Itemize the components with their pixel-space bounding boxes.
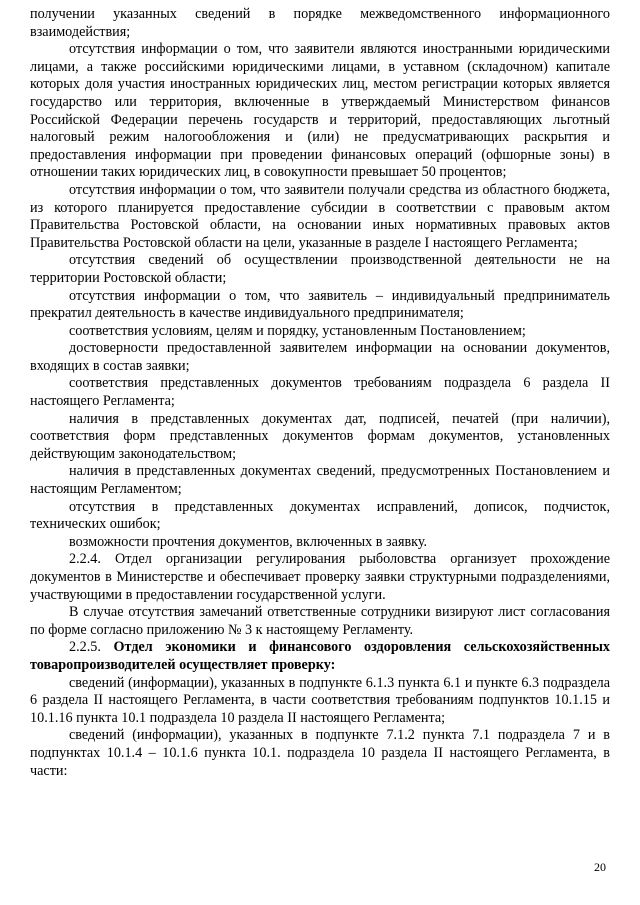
paragraph-6: соответствия условиям, целям и порядку, установленным Постановлением; [69,322,526,339]
section-225-number: 2.2.5. [69,639,114,656]
paragraph-10: наличия в представленных документах сведений, предусмотренных Постановлением и настоящим Регламентом; [30,463,610,498]
paragraph-2: отсутствия информации о том, что заявители являются иностранными юридическими лицами, а также российскими юридическими лицами, в уставном (складочном) капитале которых доля участия иностранных юридических лиц, местом регистрации которых является государство или территория, включенные в утверждаемый Министерством финансов Российской Федерации перечень государств и территорий, предоставляющих льготный налоговый режим налогообложения и (или) не предусматривающих раскрытия и предоставления информации при проведении финансовых операций (офшорные зоны) в отношении таких юридических лиц, в совокупности превышает 50 процентов; [30,41,610,181]
document-page [30,6,610,780]
paragraph-14: В случае отсутствия замечаний ответственные сотрудники визируют лист согласования по форме согласно приложению № 3 к настоящему Регламенту. [30,604,610,638]
paragraph-8: соответствия представленных документов требованиям подраздела 6 раздела II настоящего Регламента; [30,375,610,410]
paragraph-11: отсутствия в представленных документах исправлений, дописок, подчисток, технических ошибок; [30,498,610,533]
paragraph-3: отсутствия информации о том, что заявители получали средства из областного бюджета, из которого планируется предоставление субсидии в соответствии с правовым актом Правительства Ростовской области, на основании иных нормативных правовых актов Правительства Ростовской области на цели, указанные в разделе I настоящего Регламента; [30,181,610,251]
paragraph-4: отсутствия сведений об осуществлении производственной деятельности не на территории Ростовской области; [30,252,610,286]
paragraph-16: сведений (информации), указанных в подпункте 6.1.3 пункта 6.1 и пункте 6.3 подраздела 6 раздела II настоящего Регламента, в части соответствия требованиям подпунктов 10.1.15 и 10.1.16 пункта 10.1 подраздела 10 раздела II настоящего Регламента; [30,674,610,726]
page-number: 20 [594,860,606,874]
paragraph-5: отсутствия информации о том, что заявитель – индивидуальный предприниматель прекратил деятельность в качестве индивидуального предпринимателя; [30,287,610,322]
paragraph-1: получении указанных сведений в порядке межведомственного информационного взаимодействия; [30,6,610,40]
paragraph-section-225 [30,639,610,674]
paragraph-7: достоверности предоставленной заявителем информации на основании документов, входящих в состав заявки; [30,340,610,374]
paragraph-9: наличия в представленных документах дат, подписей, печатей (при наличии), соответствия форм представленных документов формам документов, установленных действующим законодательством; [30,410,610,462]
section-225-heading: Отдел экономики и финансового оздоровления сельскохозяйственных товаропроизводителей осуществляет проверку: [30,639,610,673]
paragraph-17: сведений (информации), указанных в подпункте 7.1.2 пункта 7.1 подраздела 7 и в подпунктах 10.1.4 – 10.1.6 пункта 10.1. подраздела 10 раздела II настоящего Регламента, в части: [30,727,610,779]
paragraph-12: возможности прочтения документов, включенных в заявку. [69,533,428,550]
paragraph-13: 2.2.4. Отдел организации регулирования рыболовства организует прохождение документов в Министерстве и обеспечивает проверку заявки структурными подразделениями, участвующими в предоставлении государственной услуги. [30,551,610,603]
